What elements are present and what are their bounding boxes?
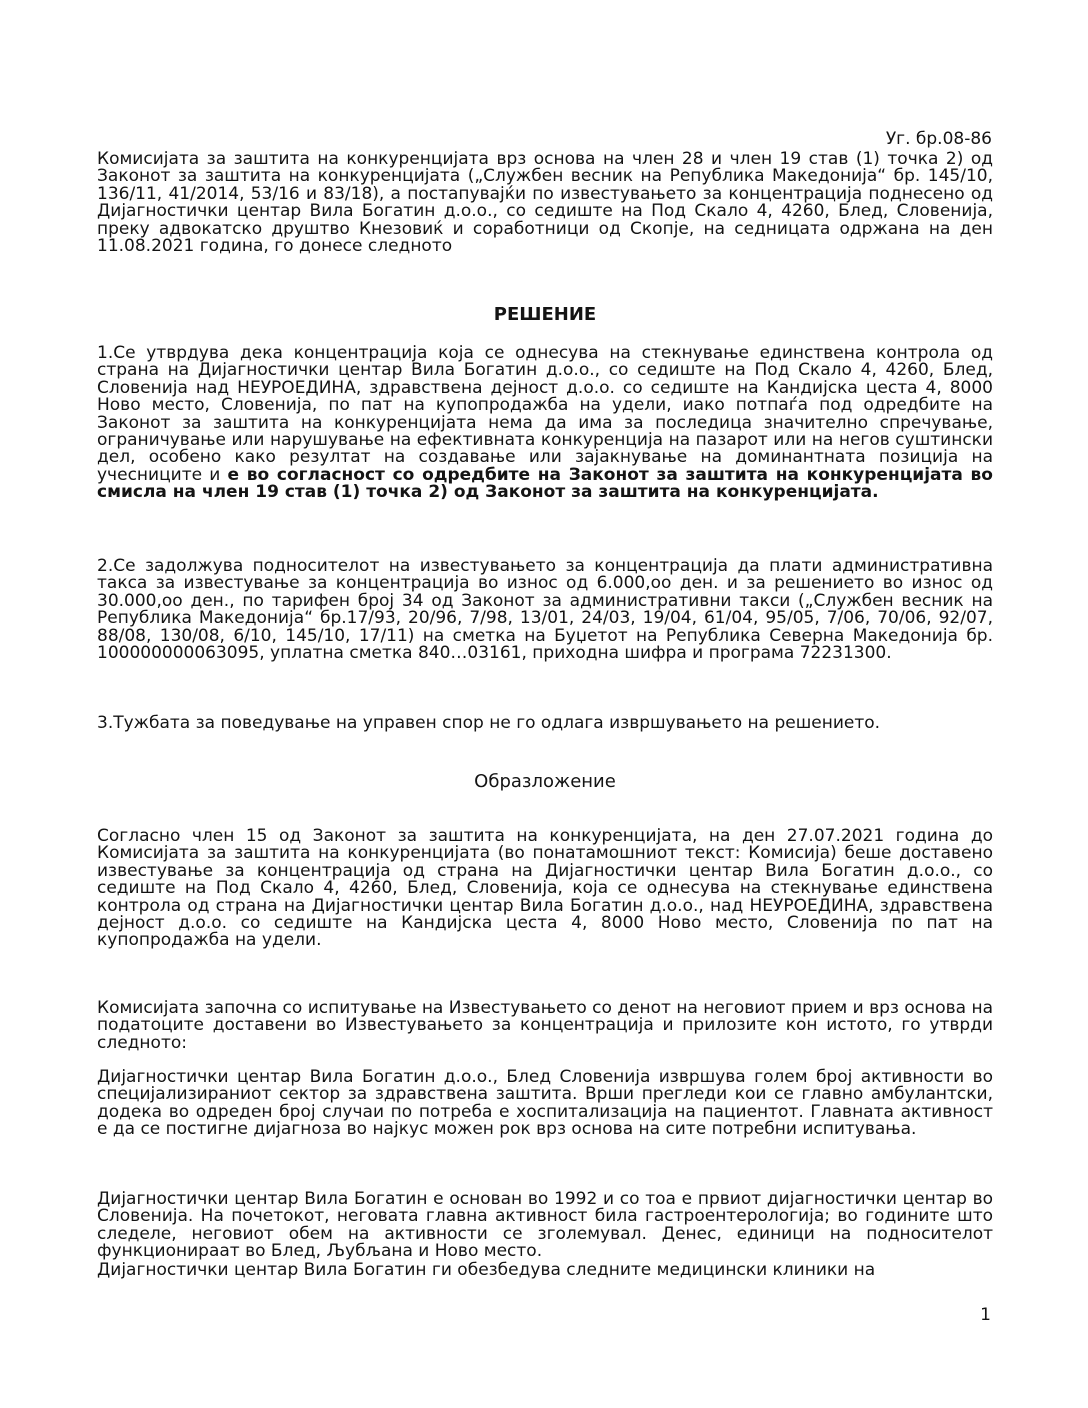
reasoning-paragraph-5: Дијагностички центар Вила Богатин ги обезбедува следните медицински клиники на [97,1260,876,1280]
decision-title: РЕШЕНИЕ [493,304,597,325]
intro-paragraph: Комисијата за заштита на конкуренцијата врз основа на член 28 и член 19 став (1) точка 2) од Законот за заштита на конкуренцијата („Службен весник на Република Македонија“ бр. 145/10, 136/11, 41/2014, 53/16 и 83/18), а постапувајќи по известувањето за концентрација поднесено од Дијагностички центар Вила Богатин д.о.о., со седиште на Под Скало 4, 4260, Блед, Словенија, преку адвокатско друштво Кнезовиќ и соработници од Скопје, на седницата одржана на ден 11.08.2021 година, го донесе следното [97,149,993,257]
reasoning-title: Образложение [474,771,616,792]
reasoning-paragraph-4: Дијагностички центар Вила Богатин е основан во 1992 и со тоа е првиот дијагностички центар во Словенија. На почетокот, неговата главна активност била гастроентерологија; во годините што следеле, неговиот обем на активности се зголемувал. Денес, единици на подносителот функционираат во Блед, Љубљана и Ново место. [97,1189,993,1262]
document-number: Уг. бр.08-86 [885,129,992,149]
decision-point-2: 2.Се задолжува подносителот на известувањето за концентрација да плати административна такса за известување за концентрација во износ од 6.000,оо ден. и за решението во износ од 30.000,оо ден., по тарифен број 34 од Законот за административни такси („Службен весник на Република Македонија“ бр.17/93, 20/96, 7/98, 13/01, 24/03, 19/04, 61/04, 95/05, 7/06, 70/06, 92/07, 88/08, 130/08, 6/10, 145/10, 17/11) на сметка на Буџетот на Република Северна Македонија бр. 100000000063095, уплатна сметка 840…03161, приходна шифра и програма 72231300. [97,556,993,664]
page-number: 1 [980,1305,991,1325]
decision-point-3: 3.Тужбата за поведување на управен спор не го одлага извршувањето на решението. [97,713,881,733]
reasoning-paragraph-1: Согласно член 15 од Законот за заштита на конкуренцијата, на ден 27.07.2021 година до Комисијата за заштита на конкуренцијата (во понатамошниот текст: Комисија) беше доставено известување за концентрација од страна на Дијагностички центар Вила Богатин д.о.о., со седиште на Под Скало 4, 4260, Блед, Словенија, која се однесува на стекнување единствена контрола од страна на Дијагностички центар Вила Богатин д.о.о., над НЕУРОЕДИНА, здравствена дејност д.о.о. со седиште на Кандијска цеста 4, 8000 Ново место, Словенија по пат на купопродажба на удели. [97,826,993,951]
reasoning-paragraph-3: Дијагностички центар Вила Богатин д.о.о., Блед Словенија извршува голем број активности во специјализираниот сектор за здравствена заштита. Врши прегледи кои се главно амбулантски, додека во одреден број случаи по потреба е хоспитализација на пациентот. Главната активност е да се постигне дијагноза во најкус можен рок врз основа на сите потребни испитувања. [97,1067,993,1140]
reasoning-paragraph-2: Комисијата започна со испитување на Известувањето со денот на неговиот прием и врз основа на податоците доставени во Известувањето за концентрација и прилозите кон истото, го утврди следното: [97,998,993,1053]
decision-point-1-text: 1.Се утврдува дека концентрација која се однесува на стекнување единствена контрола од страна на Дијагностички центар Вила Богатин д.о.о., со седиште на Под Скало 4, 4260, Блед, Словенија над НЕУРОЕДИНА, здравствена дејност д.о.о. со седиште на Кандијска цеста 4, 8000 Ново место, Словенија, по пат на купопродажба на удели, иако потпаѓа под одредбите на Законот за заштита на конкуренцијата нема да има за последица значително спречување, ограничување или нарушување на ефективната конкуренција на пазарот или на негов суштински дел, особено како резултат на создавање или зајакнување на доминантната позиција на учесниците и [97,343,993,485]
decision-point-1-bold: е во согласност со одредбите на Законот за заштита на конкуренцијата во смисла на член 19 став (1) точка 2) од Законот за заштита на конкуренцијата. [97,464,993,503]
decision-point-1 [97,345,993,502]
